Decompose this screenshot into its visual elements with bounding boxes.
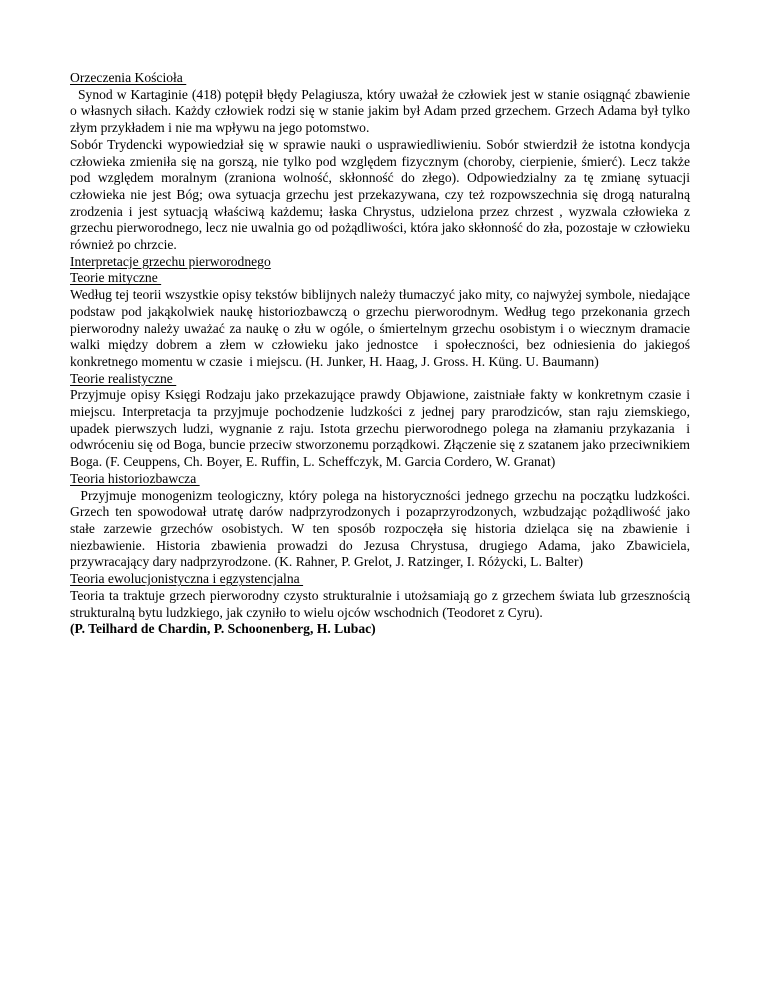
paragraph-mythical-theories: Według tej teorii wszystkie opisy tekstów biblijnych należy tłumaczyć jako mity, co najwyżej symbole, niedające podstaw pod jakąkolwiek naukę historiozbawczą o grzechu pierworodnym. Według tego przekonania grzech pierworodny należy uważać za naukę o złu w ogóle, o śmiertelnym grzechu osobistym i o wiecznym dramacie walki między dobrem a złem w człowieku jako jednostce i społeczności, bez odniesienia do jakiegoś konkretnego momentu w czasie i miejscu. (H. Junker, H. Haag, J. Gross. H. Küng. U. Baumann) (70, 287, 694, 369)
section-realistic-theories (70, 370, 694, 471)
section-evolutionary-theory (70, 571, 694, 638)
section-church-statements (70, 70, 694, 254)
paragraph-evolutionary-theory: Teoria ta traktuje grzech pierworodny czysto strukturalnie i utożsamiają go z grzechem świata lub grzesznością strukturalną bytu ludzkiego, jak czyniło to wielu ojców wschodnich (Teodoret z Cyru). (70, 587, 694, 620)
heading-mythical-theories: Teorie mityczne (70, 270, 162, 286)
heading-church-statements: Orzeczenia Kościoła (70, 70, 187, 85)
heading-salvation-history-theory: Teoria historiozbawcza (70, 470, 200, 486)
heading-interpretations: Interpretacje grzechu pierworodnego (70, 253, 271, 269)
heading-evolutionary-theory: Teoria ewolucjonistyczna i egzystencjalna (70, 571, 304, 587)
section-interpretations (70, 254, 690, 271)
paragraph-salvation-history-theory: Przyjmuje monogenizm teologiczny, który polega na historyczności jednego grzechu na początku ludzkości. Grzech ten spowodował utratę darów nadprzyrodzonych i pozaprzyrodzonych, wzbudzając pożądliwość jako stałe zarzewie grzechów osobistych. W ten sposób rozpoczęła się historia dzieląca się na zbawienie i niezbawienie. Historia zbawienia prowadzi do Jezusa Chrystusa, drugiego Adama, jako Zbawiciela, przywracający dary nadprzyrodzone. (K. Rahner, P. Grelot, J. Ratzinger, I. Różycki, L. Balter) (70, 487, 694, 570)
heading-realistic-theories: Teorie realistyczne (70, 370, 177, 386)
section-salvation-history-theory (70, 470, 694, 571)
document-page (70, 70, 694, 638)
paragraph-synod-carthage: Synod w Kartaginie (418) potępił błędy Pelagiusza, który uważał że człowiek jest w stanie osiągnąć zbawienie o własnych siłach. Każdy człowiek rodzi się w stanie jakim był Adam przed grzechem. Grzech Adama był tylko złym przykładem i nie ma wpływu na jego potomstwo. (70, 86, 694, 136)
section-mythical-theories (70, 270, 694, 370)
paragraph-council-trent: Sobór Trydencki wypowiedział się w sprawie nauki o usprawiedliwieniu. Sobór stwierdził że istotna kondycja człowieka zmieniła się na gorszą, nie tylko pod względem fizycznym (choroby, cierpienie, śmierć). Lecz także pod względem moralnym (zraniona wolność, skłonność do złego). Odpowiedzialny za tę zmianę sytuacji człowieka nie jest Bóg; owa sytuacja grzechu jest przekazywana, czy też rozpowszechnia się drogą naturalną zrodzenia i jest sytuacją właściwą każdemu; łaska Chrystus, udzielona przez chrzest , wyzwala człowieka z grzechu pierworodnego, lecz nie uwalnia go od pożądliwości, która jako skłonność do zła, pozostaje w człowieku również po chrzcie. (70, 136, 694, 253)
paragraph-realistic-theories: Przyjmuje opisy Księgi Rodzaju jako przekazujące prawdy Objawione, zaistniałe fakty w konkretnym czasie i miejscu. Interpretacja ta przyjmuje pochodzenie ludzkości z jednej pary prarodziców, stan raju ziemskiego, upadek pierwszych ludzi, wygnanie z raju. Istota grzechu pierworodnego polega na złamaniu przykazania i odwróceniu się od Boga, buncie przeciw stworzonemu porządkowi. Złączenie się z szatanem jako przeciwnikiem Boga. (F. Ceuppens, Ch. Boyer, E. Ruffin, L. Scheffczyk, M. Garcia Cordero, W. Granat) (70, 387, 694, 470)
authors-evolutionary-theory: (P. Teilhard de Chardin, P. Schoonenberg, H. Lubac) (70, 621, 376, 637)
